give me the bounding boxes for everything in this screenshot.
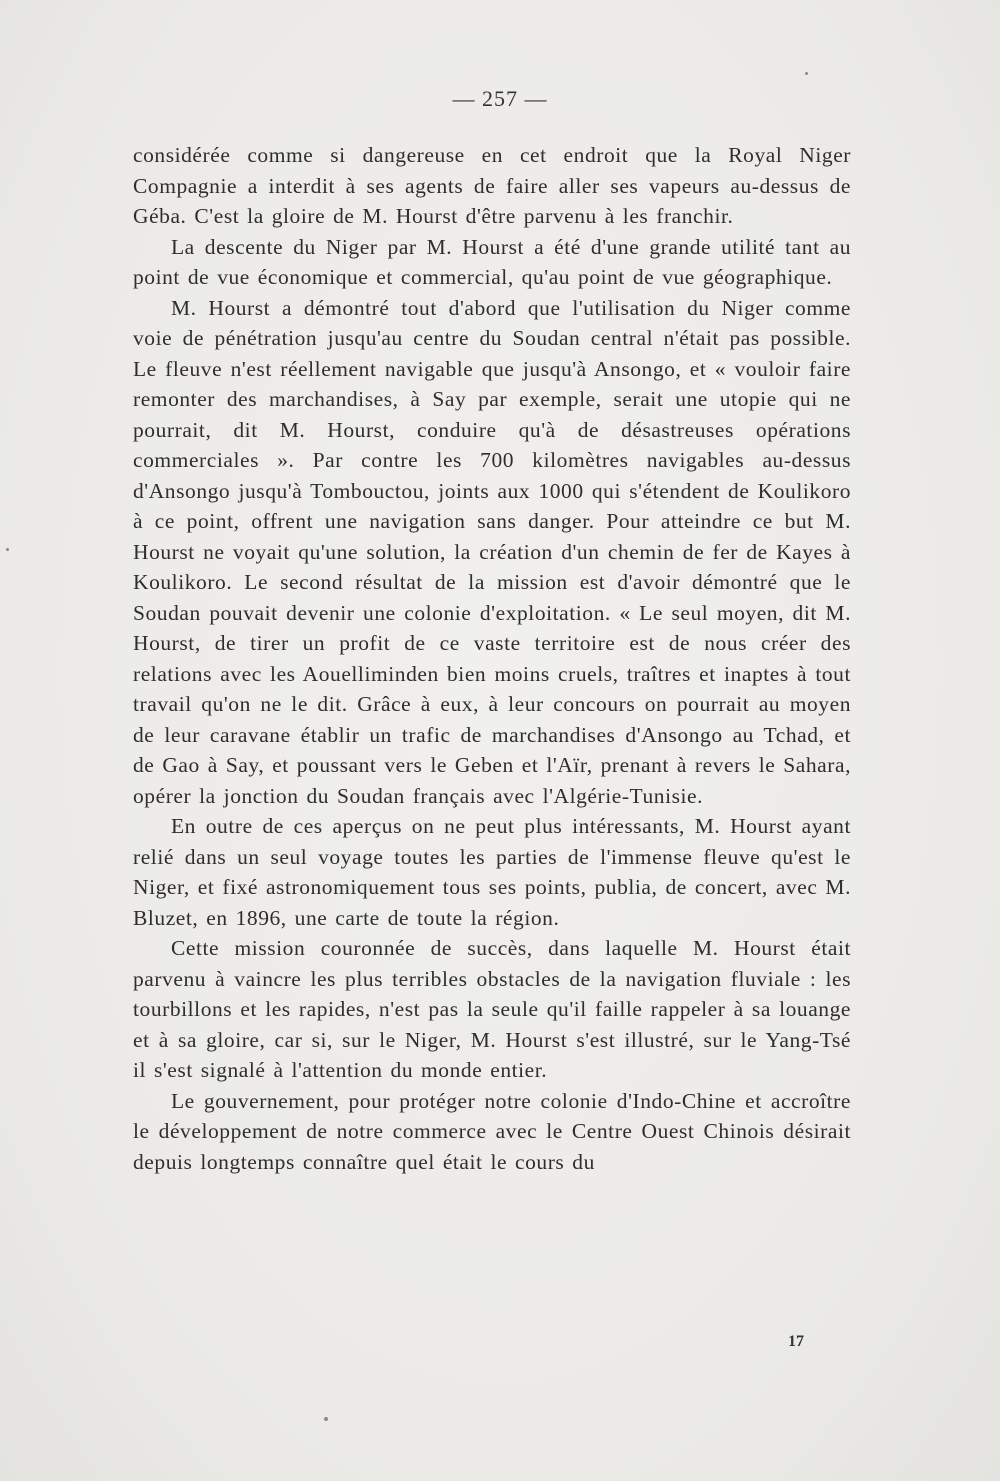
- paper-speck: [6, 548, 9, 551]
- paragraph-3: M. Hourst a démontré tout d'abord que l'utilisation du Niger comme voie de pénétration jusqu'au centre du Soudan central n'était pas possible. Le fleuve n'est réellement navigable que jusqu'à Ansongo, et « vouloir faire remonter des marchandises, à Say par exemple, serait une utopie qui ne pourrait, dit M. Hourst, conduire qu'à de désastreuses opérations commerciales ». Par contre les 700 kilomètres navigables au-dessus d'Ansongo jusqu'à Tombouctou, joints aux 1000 qui s'étendent de Koulikoro à ce point, offrent une navigation sans danger. Pour atteindre ce but M. Hourst ne voyait qu'une solution, la création d'un chemin de fer de Kayes à Koulikoro. Le second résultat de la mission est d'avoir démontré que le Soudan pouvait devenir une colonie d'exploitation. « Le seul moyen, dit M. Hourst, de tirer un profit de ce vaste territoire est de nous créer des relations avec les Aouelliminden bien moins cruels, traîtres et inaptes à tout travail qu'on ne le dit. Grâce à eux, à leur concours on pourrait au moyen de leur caravane établir un trafic de marchandises d'Ansongo au Tchad, et de Gao à Say, et poussant vers le Geben et l'Aïr, prenant à revers le Sahara, opérer la jonction du Soudan français avec l'Algérie-Tunisie.: [133, 295, 851, 808]
- signature-mark: 17: [788, 1333, 804, 1350]
- page-number: — 257 —: [452, 86, 548, 111]
- paragraph-5: Cette mission couronnée de succès, dans laquelle M. Hourst était parvenu à vaincre les plus terribles obstacles de la navigation fluviale : les tourbillons et les rapides, n'est pas la seule qu'il faille rappeler à sa louange et à sa gloire, car si, sur le Niger, M. Hourst s'est illustré, sur le Yang-Tsé il s'est signalé à l'attention du monde entier.: [133, 936, 851, 1082]
- body-text: [133, 140, 851, 1177]
- paragraph-4: En outre de ces aperçus on ne peut plus intéressants, M. Hourst ayant relié dans un seul voyage toutes les parties de l'immense fleuve qu'est le Niger, et fixé astronomiquement tous ses points, publia, de concert, avec M. Bluzet, en 1896, une carte de toute la région.: [133, 814, 851, 930]
- paper-speck: [805, 72, 808, 75]
- paragraph-6: Le gouvernement, pour protéger notre colonie d'Indo-Chine et accroître le développement de notre commerce avec le Centre Ouest Chinois désirait depuis longtemps connaître quel était le cours du: [133, 1088, 851, 1174]
- paragraph-2: La descente du Niger par M. Hourst a été d'une grande utilité tant au point de vue économique et commercial, qu'au point de vue géographique.: [133, 234, 851, 289]
- paper-speck: [324, 1417, 328, 1421]
- paragraph-1: considérée comme si dangereuse en cet endroit que la Royal Niger Compagnie a interdit à ses agents de faire aller ses vapeurs au-dessus de Géba. C'est la gloire de M. Hourst d'être parvenu à les franchir.: [133, 143, 851, 228]
